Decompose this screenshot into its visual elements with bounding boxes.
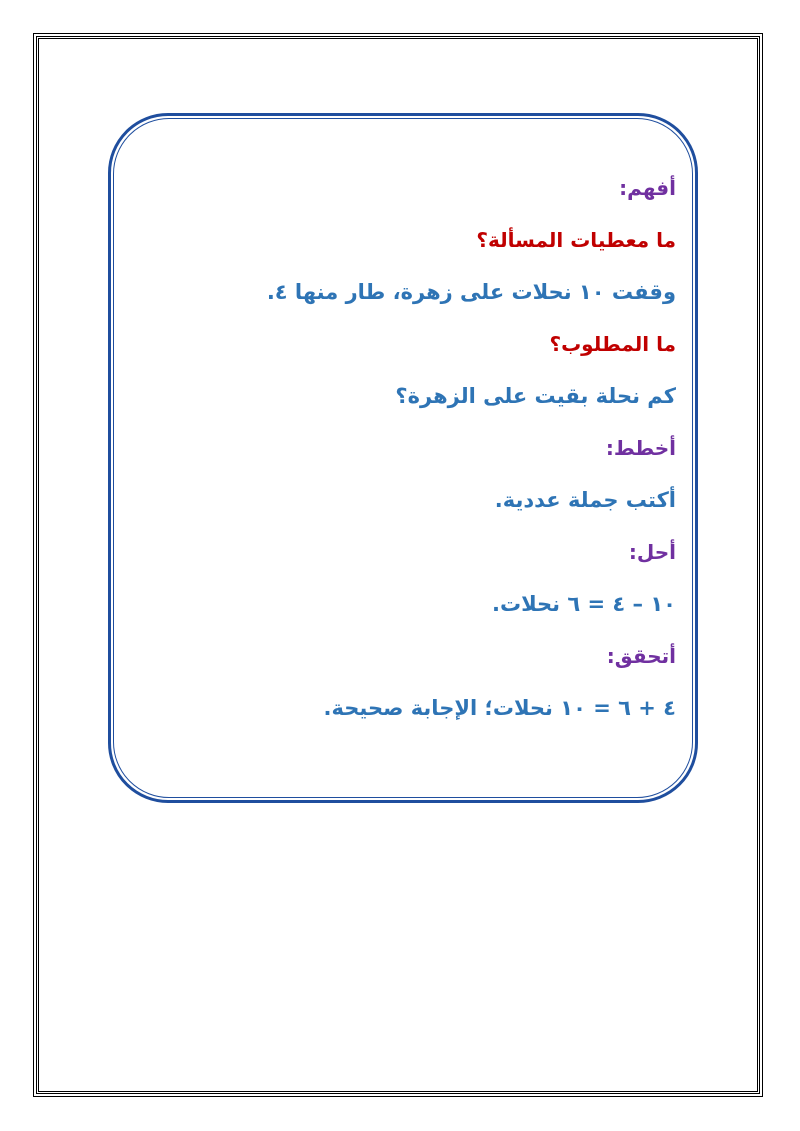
givens-answer: وقفت ١٠ نحلات على زهرة، طار منها ٤.	[266, 280, 676, 304]
understand-heading: أفهم:	[619, 176, 676, 200]
required-answer: كم نحلة بقيت على الزهرة؟	[395, 384, 676, 408]
problem-solving-steps	[140, 170, 676, 726]
check-answer: ٤ + ٦ = ١٠ نحلات؛ الإجابة صحيحة.	[323, 696, 676, 720]
solve-heading: أحل:	[628, 540, 676, 564]
solve-answer: ١٠ – ٤ = ٦ نحلات.	[492, 592, 676, 616]
plan-answer: أكتب جملة عددية.	[494, 488, 676, 512]
plan-heading: أخطط:	[605, 436, 676, 460]
required-question: ما المطلوب؟	[549, 332, 676, 356]
givens-question: ما معطيات المسألة؟	[476, 228, 676, 252]
check-heading: أتحقق:	[606, 644, 676, 668]
